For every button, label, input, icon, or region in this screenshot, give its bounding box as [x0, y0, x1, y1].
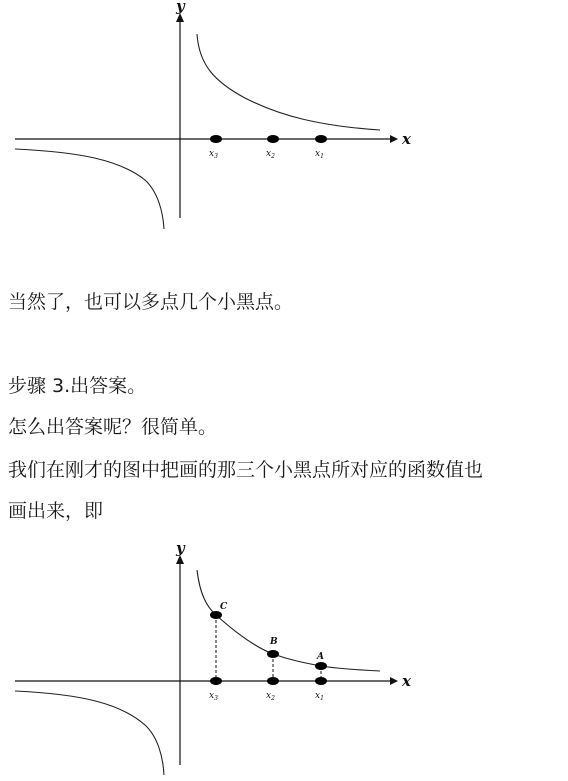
hyperbola-upper-branch	[197, 570, 380, 671]
point-b	[267, 650, 279, 658]
point-x3	[210, 135, 222, 143]
point-label-c: C	[220, 602, 228, 612]
hyperbola-upper-branch	[197, 34, 380, 130]
figure-1-graph	[0, 0, 568, 235]
tick-label-x1: $x_1$	[315, 691, 324, 702]
point-label-a: A	[317, 652, 324, 662]
paragraph-more-dots: 当然了，也可以多点几个小黑点。	[8, 291, 294, 313]
hyperbola-lower-branch	[15, 149, 164, 229]
point-label-b: B	[270, 637, 278, 647]
tick-label-x3: $x_3$	[209, 149, 218, 160]
point-x2	[267, 135, 279, 143]
x-axis-label: x	[402, 672, 411, 690]
hyperbola-lower-branch	[15, 691, 164, 775]
point-x2	[267, 677, 279, 685]
point-a	[315, 662, 327, 670]
x-axis-arrow	[390, 135, 398, 143]
step-3-heading: 步骤 3.出答案。	[8, 375, 147, 397]
point-x1	[315, 677, 327, 685]
point-x1	[315, 135, 327, 143]
y-axis-label: y	[176, 539, 185, 557]
y-axis-label: y	[176, 0, 185, 15]
point-c	[210, 611, 222, 619]
tick-label-x2: $x_2$	[266, 691, 275, 702]
x-axis-arrow	[390, 677, 398, 685]
point-x3	[210, 677, 222, 685]
tick-label-x2: $x_2$	[266, 149, 275, 160]
figure-2-graph	[0, 535, 568, 781]
tick-label-x3: $x_3$	[209, 691, 218, 702]
paragraph-draw-values: 我们在刚才的图中把画的那三个小黑点所对应的函数值也	[8, 459, 484, 481]
x-axis-label: x	[402, 130, 411, 148]
paragraph-draw-values-cont: 画出来，即	[8, 500, 104, 522]
tick-label-x1: $x_1$	[315, 149, 324, 160]
paragraph-how-answer: 怎么出答案呢？很简单。	[8, 416, 218, 438]
